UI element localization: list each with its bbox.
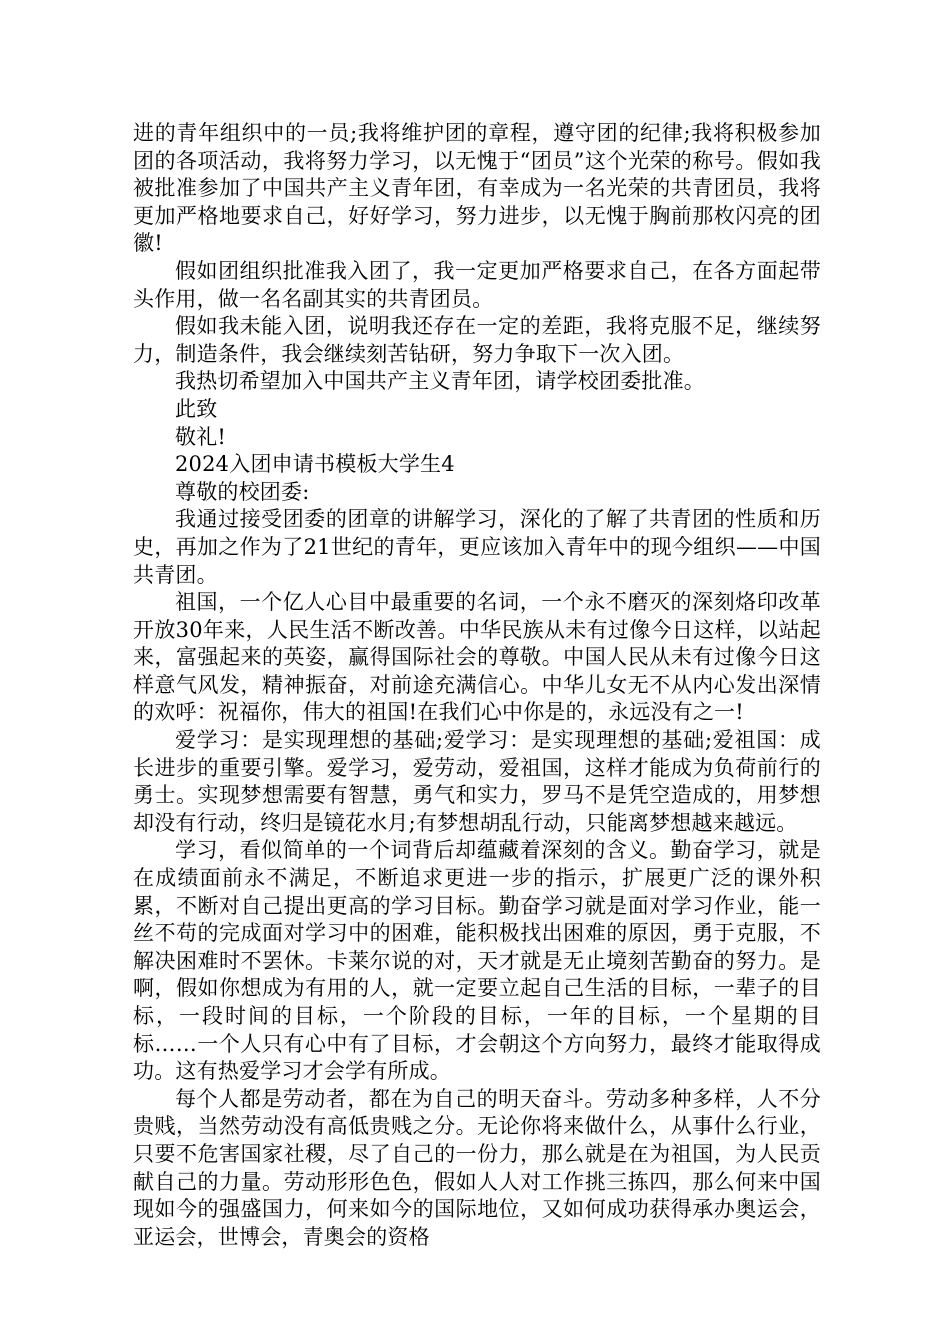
- paragraph-12: 学习，看似简单的一个词背后却蕴藏着深刻的含义。勤奋学习，就是在成绩面前永不满足，不断追求更进一步的指示，扩展更广泛的课外积累，不断对自己提出更高的学习目标。勤奋学习就是面对学习作业，能一丝不苟的完成面对学习中的困难，能积极找出困难的原因，勇于克服，不解决困难时不罢休。卡莱尔说的对，天才就是无止境刻苦勤奋的努力。是啊，假如你想成为有用的人，就一定要立起自己生活的目标，一辈子的目标，一段时间的目标，一个阶段的目标，一年的目标，一个星期的目标……一个人只有心中有了目标，才会朝这个方向努力，最终才能取得成功。这有热爱学习才会学有所成。: [133, 838, 821, 1084]
- paragraph-1: 进的青年组织中的一员;我将维护团的章程，遵守团的纪律;我将积极参加团的各项活动，我将努力学习，以无愧于“团员”这个光荣的称号。假如我被批准参加了中国共产主义青年团，有幸成为一名光荣的共青团员，我将更加严格地要求自己，好好学习，努力进步，以无愧于胸前那枚闪亮的团徽!: [133, 121, 821, 256]
- paragraph-2: 假如团组织批准我入团了，我一定更加严格要求自己，在各方面起带头作用，做一名名副其实的共青团员。: [133, 258, 821, 311]
- paragraph-11: 爱学习：是实现理想的基础;爱学习：是实现理想的基础;爱祖国：成长进步的重要引擎。爱学习，爱劳动，爱祖国，这样才能成为负荷前行的勇士。实现梦想需要有智慧，勇气和实力，罗马不是凭空造成的，用梦想却没有行动，终归是镜花水月;有梦想胡乱行动，只能离梦想越来越远。: [133, 728, 821, 835]
- paragraph-9: 我通过接受团委的团章的讲解学习，深化的了解了共青团的性质和历史，再加之作为了21世纪的青年，更应该加入青年中的现今组织——中国共青团。: [133, 507, 821, 587]
- addressee: 尊敬的校团委:: [175, 479, 310, 504]
- document-page: [133, 120, 821, 1251]
- salutation-jingli: 敬礼!: [175, 424, 227, 449]
- salutation-cizhi: 此致: [175, 396, 218, 421]
- paragraph-10: 祖国，一个亿人心目中最重要的名词，一个永不磨灭的深刻烙印改革开放30年来，人民生活不断改善。中华民族从未有过像今日这样，以站起来，富强起来的英姿，赢得国际社会的尊敬。中国人民从未有过像今日这样意气风发，精神振奋，对前途充满信心。中华儿女无不从内心发出深情的欢呼：祝福你，伟大的祖国!在我们心中你是的，永远没有之一!: [133, 590, 821, 725]
- section-title: 2024入团申请书模板大学生4: [175, 452, 455, 477]
- paragraph-4: 我热切希望加入中国共产主义青年团，请学校团委批准。: [175, 369, 705, 394]
- paragraph-3: 假如我未能入团，说明我还存在一定的差距，我将克服不足，继续努力，制造条件，我会继续刻苦钻研，努力争取下一次入团。: [133, 314, 821, 366]
- paragraph-13: 每个人都是劳动者，都在为自己的明天奋斗。劳动多种多样，人不分贵贱，当然劳动没有高低贵贱之分。无论你将来做什么，从事什么行业，只要不危害国家社稷，尽了自己的一份力，那么就是在为祖国，为人民贡献自己的力量。劳动形形色色，假如人人对工作挑三拣四，那么何来中国现如今的强盛国力，何来如今的国际地位，又如何成功获得承办奥运会，亚运会，世博会，青奥会的资格: [133, 1086, 821, 1249]
